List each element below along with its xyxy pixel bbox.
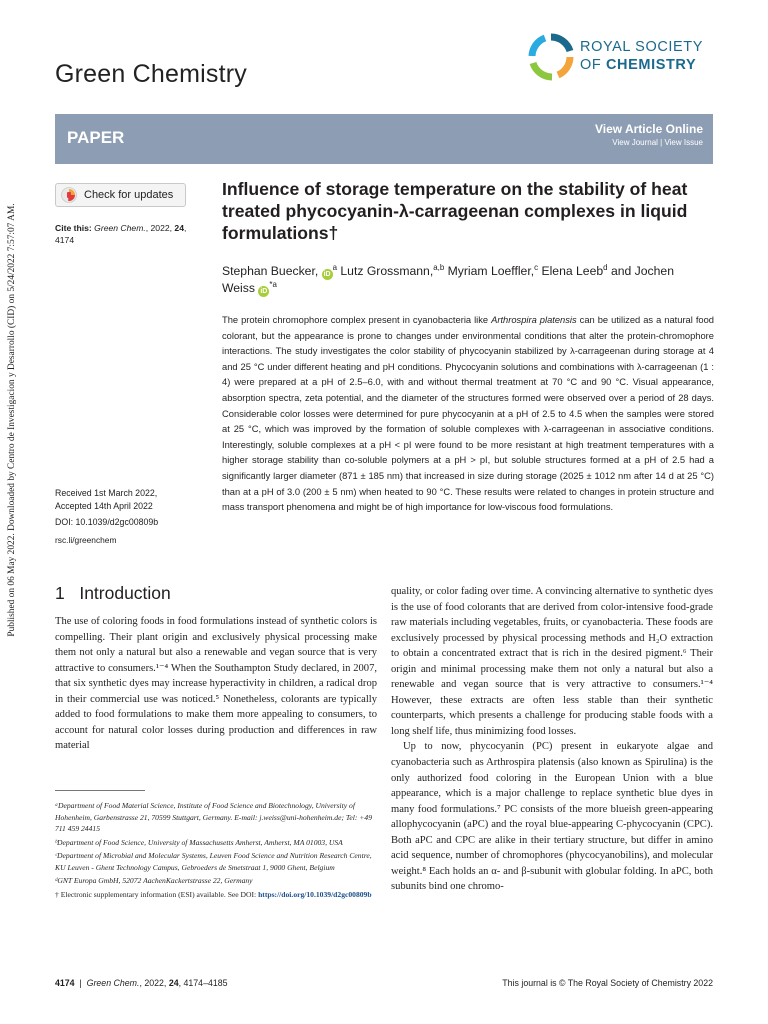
cite-this-block: Cite this: Green Chem., 2022, 24, 4174	[55, 223, 187, 245]
orcid-icon[interactable]: iD	[323, 271, 331, 278]
article-title: Influence of storage temperature on the stability of heat treated phycocyanin-λ-carrageenan complexes in liquid formulations†	[222, 179, 688, 243]
body-column-left	[55, 614, 377, 754]
download-watermark-text: Published on 06 May 2022. Downloaded by Centro de Investigacion y Desarrollo (CID) on 5/24/2022 7:57:07 AM.	[7, 203, 17, 637]
affiliation-marker: a,b	[433, 262, 445, 272]
author-name: Jochen Weiss	[222, 264, 674, 295]
body-column-right	[391, 584, 713, 895]
author-name: Stephan Buecker,	[222, 264, 319, 278]
author-name: Lutz Grossmann,	[340, 264, 434, 278]
affiliation-marker: d	[603, 262, 608, 272]
copyright-notice: This journal is © The Royal Society of Chemistry 2022	[502, 978, 713, 988]
page-number: 4174	[55, 978, 75, 988]
rsc-name-line1: ROYAL SOCIETY	[580, 39, 704, 55]
esi-doi-link[interactable]: https://doi.org/10.1039/d2gc00809b	[258, 889, 372, 899]
article-type-label: PAPER	[67, 128, 125, 147]
received-date: Received 1st March 2022,	[55, 488, 158, 498]
affiliation-c: ᶜDepartment of Microbial and Molecular Systems, Leuven Food Science and Nutrition Research Centre, KU Leuven - Ghent Technology Campus, Gebroeders de Smetstraat 1, 9000 Ghent, Belgium	[55, 851, 372, 872]
intro-paragraph-1: The use of coloring foods in food formulations instead of synthetic colors is compelling. Their plant origin and exclusively physical processing make them not only a natural but also a renewable and vegan source that is very attractive to consumers.¹⁻⁴ When the Southampton Study declared, in 2007, that six synthetic dyes may increase hyperactivity in children, a radical drop in their commercial use was noticed.⁵ Nonetheless, colorants are typically added to food formulations to make them more appealing to consumers, to account for natural color losses during production and differences in raw material	[55, 616, 377, 752]
check-updates-icon	[61, 187, 77, 203]
affiliation-marker: *a	[269, 279, 277, 289]
page-footer-citation: 4174 | Green Chem., 2022, 24, 4174–4185	[55, 978, 228, 988]
accepted-date: Accepted 14th April 2022	[55, 500, 153, 511]
rsc-name-line2: OF CHEMISTRY	[580, 57, 697, 73]
affiliation-d: ᵈGNT Europa GmbH, 52072 AachenKackertstrasse 22, Germany	[55, 876, 253, 885]
intro-paragraph-1-cont: quality, or color fading over time. A convincing alternative to synthetic dyes is the use of food colorants that are derived from color-intensive food-grade raw materials including vegetables, fruits, or cyanobacteria. These foods are exclusively processed by physical processing methods and H₂O extraction to obtain a concentrated extract that is rich in the desired pigment.⁶ Their origin and minimal processing make them not only a natural but also a renewable and vegan source that is very attractive to consumers.¹⁻⁴ However, these extracts are often less stable than their synthetic counterparts, which presents a challenge for producing stable foods with a long shelf life, thus minimizing food losses.	[391, 586, 713, 737]
author-name: Myriam Loeffler,	[447, 264, 535, 278]
abstract: The protein chromophore complex present in cyanobacteria like Arthrospira platensis can be utilized as a natural food colorant, but the appearance is prone to changes under environmental conditions that alter the protein-chromophore interactions. The study investigates the color stability of phycocyanin stabilized by λ-carrageenan during storage at 4 and 25 °C under different heating and pH conditions. Phycocyanin solutions and combinations with λ-carrageenan (1 : 4) were prepared at a pH of 2.5–6.0, with and without thermal treatment at 70 °C and 90 °C. Visual appearance, absorption spectra, zeta potential, and the diameter of the structures formed were observed over a period of 28 days. Considerable color losses were determined for pure phycocyanin at a pH of 2.5 to 4.5 when the samples were stored at 25 °C, which was improved by the formation of soluble complexes with λ-carrageenan in associative conditions. Interestingly, soluble complexes at a pH < pI were found to be more resistant at high treatment temperatures with a higher storage stability than co-soluble polymers at a pH > pI, but soluble structures formed at a pH of 2.5 had a significantly larger diameter (871 ± 185 nm) that increased in size during storage (2025 ± 1012 nm after 14 d at 25 °C) than at a pH of 3.0 (200 ± 5 nm) when heated to 90 °C. These results were related to changes in protein structure and mass transport phenomena and might be of high importance for low-viscous food formulations.	[222, 315, 715, 513]
view-article-online-link[interactable]: View Article Online	[594, 122, 703, 136]
check-for-updates-label: Check for updates	[84, 189, 174, 201]
orcid-icon[interactable]: iD	[260, 288, 268, 295]
intro-paragraph-2: Up to now, phycocyanin (PC) present in eukaryote algae and cyanobacteria such as Arthrospira platensis (also known as Spirulina) is the only authorized food coloring in the European Union with a blue appearance, which is a major challenge to replace synthetic blue dyes in many food formulations.⁷ PC consists of the more blueish green-appearing allophycocyanin (aPC) and the royal blue-appearing C-phycocyanin (CPC). Both aPC and CPC are alike in their tertiary structure, but differ in amino acid sequence, number of chromophores (phycocyanobilins), and molecular weight.⁸ Each holds an α- and β-subunit with globular folding. In aPC, both subunits bind one chromo-	[391, 741, 713, 893]
affiliation-marker: a	[332, 262, 338, 272]
affiliation-a: ᵃDepartment of Food Material Science, Institute of Food Science and Biotechnology, University of Hohenheim, Garbenstrasse 21, 70599 Stuttgart, Germany. E-mail: j.weiss@uni-hohenheim.de; Tel: +49 711 459 24415	[55, 801, 373, 833]
received-dates	[55, 487, 215, 512]
author-name: Elena Leeb	[541, 264, 604, 278]
author-name: and	[610, 264, 632, 278]
rsc-logo[interactable]	[528, 33, 718, 85]
check-for-updates-button[interactable]	[55, 183, 186, 207]
download-watermark	[2, 150, 22, 690]
affiliation-footnotes	[55, 800, 377, 902]
journal-title[interactable]: Green Chemistry	[55, 60, 247, 88]
affiliation-marker: c	[534, 262, 539, 272]
esi-note: † Electronic supplementary information (ESI) available. See DOI: https://doi.org/10.1039/d2gc00809b	[55, 889, 372, 899]
author-list	[222, 263, 702, 297]
rsc-logo-icon	[528, 33, 574, 81]
article-type-banner	[55, 114, 713, 164]
footnote-divider	[55, 790, 145, 791]
section-title: Introduction	[79, 583, 171, 603]
section-heading-introduction	[55, 583, 171, 604]
journal-short-link[interactable]: rsc.li/greenchem	[55, 535, 117, 545]
doi-label[interactable]: DOI: 10.1039/d2gc00809b	[55, 517, 159, 527]
view-journal-issue-links[interactable]: View Journal | View Issue	[612, 138, 703, 147]
section-number: 1	[55, 583, 65, 603]
species-name: Arthrospira platensis	[491, 315, 577, 325]
affiliation-b: ᵇDepartment of Food Science, University of Massachusetts Amherst, Amherst, MA 01003, USA	[55, 837, 343, 847]
